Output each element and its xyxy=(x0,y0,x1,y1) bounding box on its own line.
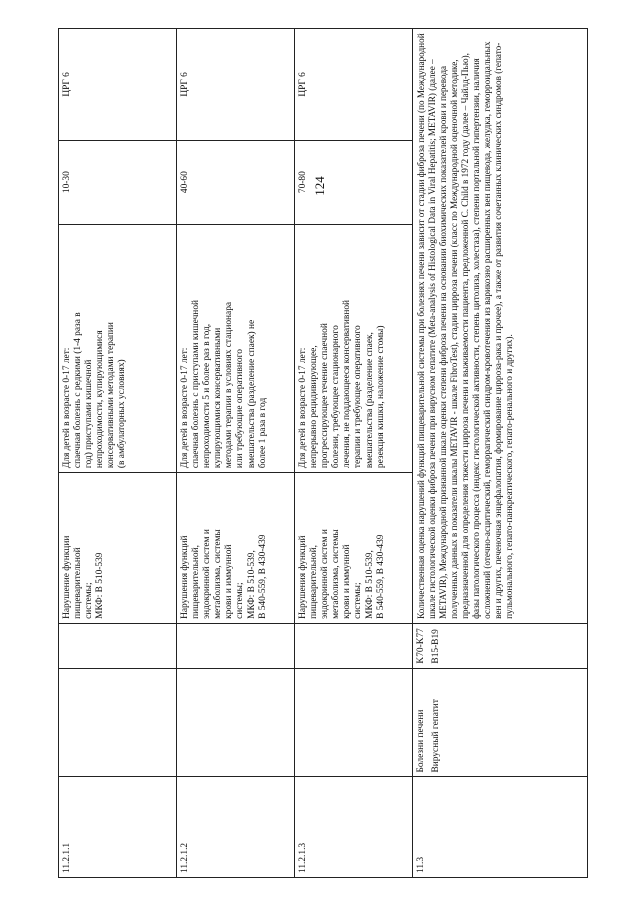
description-line: Для детей в возрасте 0-17 лет: xyxy=(180,347,190,469)
section-name xyxy=(413,668,588,777)
row-function xyxy=(295,473,413,624)
table-row xyxy=(295,29,413,878)
description-line: прогрессирующее течение спаечной xyxy=(320,323,331,469)
row-icd xyxy=(295,623,413,668)
function-line: системы; xyxy=(235,582,246,619)
criteria-table xyxy=(58,28,588,878)
description-line: Для детей в возрасте 0-17 лет: xyxy=(298,347,308,469)
function-line: пищеварительной, xyxy=(191,545,202,619)
function-line: крови и иммунной xyxy=(224,544,235,619)
description-line: методами терапии в условиях стационара xyxy=(224,301,235,469)
row-service: ЦРГ 6 xyxy=(295,29,413,141)
description-line: более 1 раза в год xyxy=(257,397,268,469)
description-line: консервативными методами терапии xyxy=(106,322,117,469)
function-line: эндокринной систем и xyxy=(202,529,213,619)
row-service: ЦРГ 6 xyxy=(177,29,295,141)
page-number: 124 xyxy=(312,176,327,196)
description-line: или требующие оперативного xyxy=(235,349,246,469)
row-function xyxy=(59,473,177,624)
section-icd-line: B15-B19 xyxy=(431,629,442,664)
row-name xyxy=(295,668,413,777)
function-line: Нарушения функций xyxy=(298,535,308,619)
section-row xyxy=(413,29,588,878)
row-icd xyxy=(59,623,177,668)
row-percent: 70-80 xyxy=(295,140,413,224)
row-function xyxy=(177,473,295,624)
description-line: вмешательства (разделение спаек) не xyxy=(246,319,257,469)
function-line: МКФ: B 510-539 xyxy=(95,552,106,619)
description-line: вмешательства (разделение спаек, xyxy=(364,332,375,469)
section-icd xyxy=(413,623,588,668)
description-line: непроходимости, купирующимися xyxy=(95,330,106,469)
function-line: Нарушение функции xyxy=(62,535,72,619)
description-line: год) приступами кишечной xyxy=(84,359,95,469)
function-line: эндокринной систем и xyxy=(320,529,331,619)
section-name-line: Болезни печени xyxy=(416,709,426,773)
description-line: лечения, не поддающееся консервативной xyxy=(342,299,353,469)
section-code: 11.3 xyxy=(413,777,588,878)
function-line: метаболизма, системы xyxy=(331,529,342,619)
description-line: непроходимости 5 и более раз в год, xyxy=(202,323,213,469)
description-line: купирующимися консервативными xyxy=(213,327,224,469)
function-line: B 540-559, B 430-439 xyxy=(375,534,386,619)
table-row xyxy=(177,29,295,878)
row-service: ЦРГ 6 xyxy=(59,29,177,141)
row-description xyxy=(59,224,177,473)
row-percent: 10-30 xyxy=(59,140,177,224)
function-line: системы; xyxy=(84,582,95,619)
description-line: резекция кишки, наложение стомы) xyxy=(375,325,386,469)
description-line: Для детей в возрасте 0-17 лет: xyxy=(62,347,72,469)
rotated-table-container xyxy=(58,28,588,878)
section-icd-line: K70-K77 xyxy=(416,628,426,664)
function-line: системы; xyxy=(353,582,364,619)
function-line: МКФ: B 510-539, xyxy=(364,550,375,619)
section-description: Количественная оценка нарушений функций пищеварительной системы при болезнях печени зависит от стадии фиброза печени (по Международной шкале гистологической оценки фиброза печени при вирусном гепатите (Meta-analysis of Histological Data in Viral Hepatitis; METAVIR) (далее – METAVIR), Международной признанной шкале оценки степени фиброза печени на основании биохимических показателей крови и перевода полученных данных в показатели шкалы METAVIR - шкале FibroTest), стадии цирроза печени (класс по Международной оценочной методике, предназначенной для определения тяжести цирроза печени и выживаемости пациента, предложенной C. Child в 1972 году (далее – Чайлд-Пью), фазы патологического процесса (индекс гистологической активности, степень цитолиза, холестаза), степени портальной гипертензии, наличия осложнений (отечно-асцитический, геморрагический синдром-кровотечения из варикозно расширенных вен пищевода, желудка, геморроидальных вен и других, печеночная энцефалопатия, формирование цирроза-рака и прочее), а также от развития сочетанных клинических синдромов (гепато-пульмонального, гепато-панкреатического, гепато-ренального и других). xyxy=(413,29,588,624)
function-line: Нарушения функций xyxy=(180,535,190,619)
function-line: крови и иммунной xyxy=(342,544,353,619)
description-line: непрерывно рецидивирующее, xyxy=(309,345,320,469)
description-line: (в амбулаторных условиях) xyxy=(117,359,128,469)
row-code: 11.2.1.1 xyxy=(59,777,177,878)
description-line: спаечная болезнь с редкими (1-4 раза в xyxy=(73,312,84,469)
row-description xyxy=(295,224,413,473)
description-line: болезни, требующее стационарного xyxy=(331,325,342,469)
section-name-line: Вирусный гепатит xyxy=(431,699,442,773)
row-icd xyxy=(177,623,295,668)
description-line: терапии и требующее оперативного xyxy=(353,325,364,469)
function-line: МКФ: B 510-539, xyxy=(246,550,257,619)
row-name xyxy=(59,668,177,777)
function-line: пищеварительной xyxy=(73,547,84,619)
description-line: спаечная болезнь с приступами кишечной xyxy=(191,299,202,469)
function-line: метаболизма, системы xyxy=(213,529,224,619)
row-code: 11.2.1.2 xyxy=(177,777,295,878)
row-code: 11.2.1.3 xyxy=(295,777,413,878)
row-name xyxy=(177,668,295,777)
row-percent: 40-60 xyxy=(177,140,295,224)
function-line: пищеварительной, xyxy=(309,545,320,619)
row-description xyxy=(177,224,295,473)
table-row xyxy=(59,29,177,878)
function-line: B 540-559, B 430-439 xyxy=(257,534,268,619)
